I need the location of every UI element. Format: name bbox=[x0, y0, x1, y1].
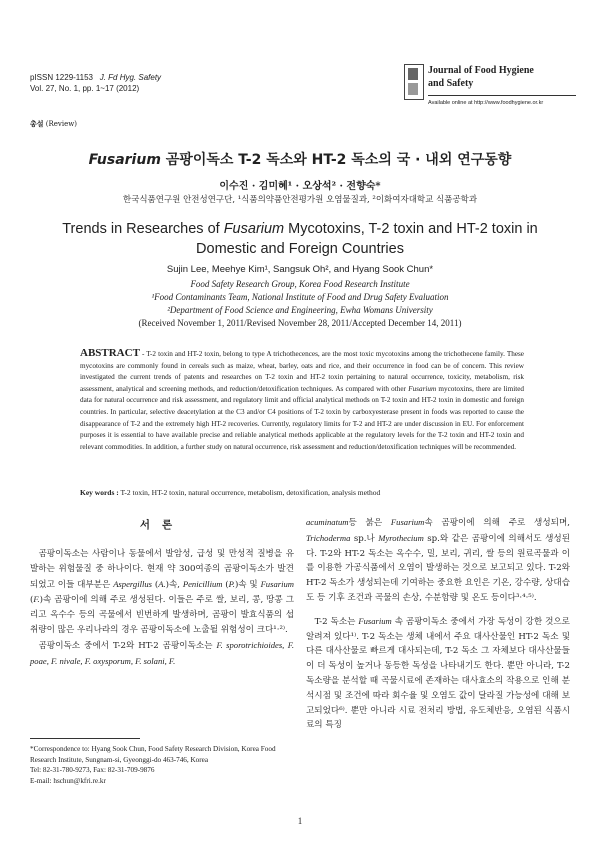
korean-title bbox=[0, 149, 600, 169]
abstract-text: mycotoxins, there are limited data for natural occurrence and risk assessment, and regulatory limit and official analytical methods on T-2 toxin and HT-2 toxin in domestic and foreign countries. In particular, selective deacetylation at the C3 and/or C4 positions of T-2 toxin by carboxyesterase present in foods was reported to cause the disappearance of T-2 and the extremely high HT-2 recoveries. Currently, regulatory limits for T-2 and HT-2 are under discussion in EU. For enforcement purposes it is essential to have available precise and reliable analytical methods applicable at the regulatory levels for the T-2 toxin and HT-2 toxin and relevant commodities. In addition, a further study on natural occurrence, risk assessment and reduction/detoxification techniques will be recommended. bbox=[80, 384, 524, 451]
text: ( bbox=[222, 579, 229, 590]
paragraph bbox=[306, 515, 570, 606]
text: 속 곰팡이독소 중에서 가장 독성이 강한 것으로 알려져 있다¹⁾. T-2 독소는 생체 내에서 주요 대사산물인 HT-2 독소 및 다른 대사산물로 빠르게 대사되는데, T-2 독소 그 자체보다 대사산물들이 더 독성이 높거나 동등한 독성을 나타내기도 한다. 뿐만 아니라, T-2 독소량을 분석할 때 곡물시료에 존재하는 대사효소의 작용으로 인해 분석시점 및 조건에 따라 회수율 및 오염도 값이 달라질 가능성에 대해 보고되었다⁶⁾. 뿐만 아니라 시료 전처리 방법, 유도체반응, 오염된 식품시료의 특징 bbox=[306, 616, 570, 731]
english-authors: Sujin Lee, Meehye Kim¹, Sangsuk Oh², and Hyang Sook Chun* bbox=[166, 264, 434, 275]
genus: Trichoderma bbox=[306, 532, 351, 543]
genus: F. bbox=[33, 594, 40, 605]
paragraph bbox=[306, 614, 570, 733]
english-title-line2: Domestic and Foreign Countries bbox=[196, 241, 404, 257]
section-heading: 서론 bbox=[139, 519, 185, 531]
keywords bbox=[80, 488, 524, 497]
received-dates: (Received November 1, 2011/Revised November 28, 2011/Accepted December 14, 2011) bbox=[138, 318, 462, 328]
logo-divider bbox=[428, 95, 576, 96]
text: sp.나 bbox=[350, 533, 379, 544]
korean-affiliations: 한국식품연구원 안전성연구단, ¹식품의약품안전평가원 오염물질과, ²이화여자대학교 식품공학과 bbox=[122, 195, 478, 205]
page-number: 1 bbox=[297, 816, 303, 826]
journal-logo bbox=[404, 62, 576, 118]
genus: Fusarium bbox=[260, 578, 294, 589]
journal-header bbox=[30, 72, 161, 94]
english-title-italic: Fusarium bbox=[223, 221, 285, 237]
english-title-part: Trends in Researches of bbox=[62, 221, 224, 237]
correspondence-address: *Correspondence to: Hyang Sook Chun, Food Safety Research Division, Korea Food Research Institute, Sungnam-si, Gyeonggi-do 463-746, Korea bbox=[30, 745, 276, 764]
abstract-italic: Fusarium bbox=[408, 384, 437, 393]
korean-title-italic: Fusarium bbox=[88, 152, 161, 168]
genus: Fusarium bbox=[358, 615, 392, 626]
issn: pISSN 1229-1153 bbox=[30, 73, 94, 82]
right-column bbox=[306, 515, 570, 733]
abstract-text: - T-2 toxin and HT-2 toxin, belong to type A trichothecences, are the most toxic mycotoxins among the trichothecene family. These mycotoxins are commonly found in cereals such as maize, wheat, barley, oats and rice, and their occurrence in food can be of concern. This review investigated the current trends of patents and researches on T-2 toxin and HT-2 toxin pertaining to natural occurrence, toxicity, metabolism, risk assessment, analytical and screening methods, and reduction/detoxification techniques. As compared with other bbox=[80, 350, 524, 393]
article-type bbox=[30, 119, 77, 129]
genus: Myrothecium bbox=[378, 532, 424, 543]
abstract-label: ABSTRACT bbox=[80, 347, 140, 359]
text: ( bbox=[30, 595, 34, 606]
korean-authors: 이수진 · 김미혜¹ · 오상석² · 전향숙* bbox=[219, 181, 381, 192]
text: )속 및 bbox=[234, 579, 261, 590]
english-title-part: Mycotoxins, T-2 toxin and HT-2 toxin in bbox=[284, 221, 538, 237]
keywords-text: T-2 toxin, HT-2 toxin, natural occurrence, metabolism, detoxification, analysis method bbox=[118, 488, 381, 497]
text: 곰팡이독소는 사람이나 동물에서 발암성, 급성 및 만성적 질병을 유발하는 위험물질 중 하나이다. 현재 약 300여종의 곰팡이독소가 발견되었고 이들 대부분은 bbox=[30, 549, 294, 590]
correspondence bbox=[30, 744, 294, 786]
text: T-2 독소는 bbox=[314, 616, 359, 627]
english-affiliation-1: Food Safety Research Group, Korea Food Research Institute bbox=[190, 279, 410, 289]
text: 속 곰팡이에 의해 주로 생성되며, bbox=[424, 518, 570, 528]
volume-line: Vol. 27, No. 1, pp. 1~17 (2012) bbox=[30, 84, 140, 93]
logo-title-line2: and Safety bbox=[428, 78, 474, 89]
text: )속, bbox=[165, 579, 183, 590]
species: F. sporotrichioides, F. poae, F. nivale, F. oxysporum, F. solani, F. bbox=[30, 639, 294, 666]
text: ( bbox=[152, 579, 159, 590]
species: acuminatum bbox=[306, 517, 349, 527]
text: 등 붉은 bbox=[348, 518, 391, 528]
paragraph bbox=[30, 638, 294, 670]
text: sp.와 같은 곰팡이에 의해서도 생성된다. T-2와 HT-2 독소는 옥수수, 밀, 보리, 귀리, 쌀 등의 원료곡물과 이를 이용한 가공식품에서 오염이 발생하는 것으로 보고되고 있다. T-2와 HT-2 독소가 생성되는데 기여하는 중요한 요인은 기온, 강수량, 상대습도 등 기후 조건과 곡물의 손상, 수분함량 및 온도 등이다³·⁴·⁵⁾. bbox=[306, 533, 570, 603]
abstract bbox=[80, 348, 524, 453]
english-affiliation-2: ¹Food Contaminants Team, National Institute of Food and Drug Safety Evaluation bbox=[151, 292, 449, 302]
correspondence-tel: Tel: 82-31-780-9273, Fax: 82-31-709-9876 bbox=[30, 766, 155, 774]
article-type-en: (Review) bbox=[45, 120, 77, 128]
genus: Aspergillus bbox=[113, 578, 153, 589]
correspondence-email: E-mail: hschun@kfri.re.kr bbox=[30, 776, 106, 785]
english-affiliation-3: ²Department of Food Science and Engineering, Ewha Womans University bbox=[167, 305, 433, 315]
text: 곰팡이독소 중에서 T-2와 HT-2 곰팡이독소는 bbox=[38, 640, 217, 651]
available-online: Available online at http://www.foodhygiene.or.kr bbox=[428, 100, 544, 106]
english-title bbox=[0, 219, 600, 259]
genus: P. bbox=[228, 578, 235, 589]
korean-title-rest: 곰팡이독소 T-2 독소와 HT-2 독소의 국 · 내외 연구동향 bbox=[160, 152, 512, 168]
paragraph bbox=[30, 547, 294, 638]
genus: Penicillium bbox=[182, 578, 223, 589]
article-type-ko: 총설 bbox=[30, 119, 44, 128]
journal-logo-icon bbox=[404, 64, 424, 100]
footnote-divider bbox=[30, 738, 140, 739]
left-column bbox=[30, 547, 294, 669]
journal-abbrev: J. Fd Hyg. Safety bbox=[99, 73, 162, 82]
genus: Fusarium bbox=[390, 517, 425, 527]
logo-title-line1: Journal of Food Hygiene bbox=[428, 65, 534, 76]
genus: A. bbox=[158, 578, 166, 589]
text: )속 곰팡이에 의해 주로 생성된다. 이들은 주로 쌀, 보리, 콩, 땅콩 그리고 옥수수 등의 곡물에서 빈번하게 발생하며, 곰팡이 발효식품의 섭취량이 많은 우리나라의 경우 곰팡이독소에 노출될 위험성이 크다¹·²⁾. bbox=[30, 595, 294, 635]
keywords-label: Key words : bbox=[80, 488, 119, 497]
